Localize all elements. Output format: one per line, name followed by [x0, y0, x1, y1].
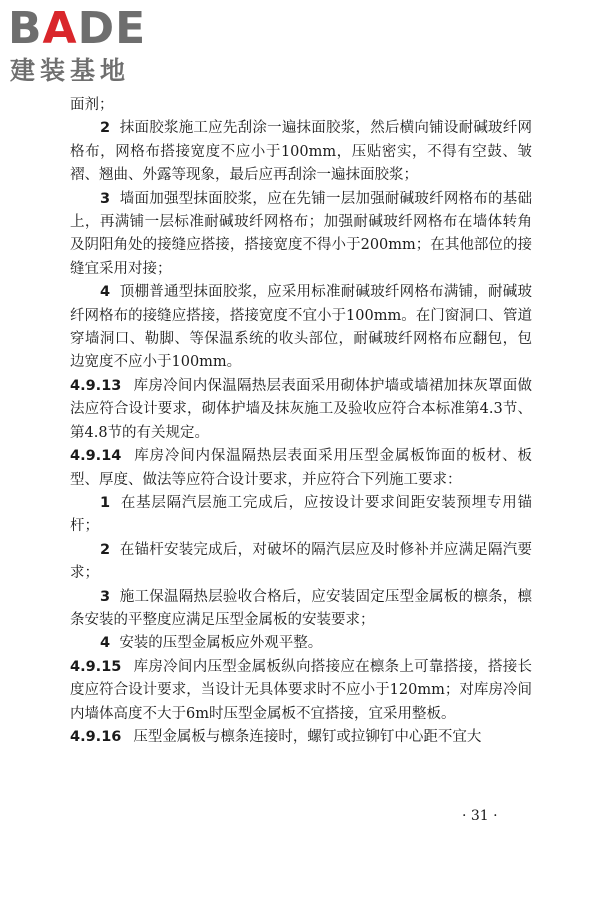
document-body: [70, 94, 532, 749]
section-number: 4.9.14: [70, 448, 122, 465]
bade-logo: [8, 3, 178, 88]
clause-number: 4: [100, 635, 111, 652]
clause-item: [70, 281, 532, 375]
clause-text: 在基层隔汽层施工完成后，应按设计要求间距安装预埋专用锚杆；: [70, 494, 532, 535]
section-text: 库房冷间内保温隔热层表面采用压型金属板饰面的板材、板型、厚度、做法等应符合设计要求，并应符合下列施工要求：: [70, 448, 532, 488]
clause-number: 3: [100, 190, 111, 207]
clause-number: 2: [100, 120, 111, 137]
section-item: [70, 726, 532, 749]
section-item: [70, 445, 532, 492]
clause-item: [70, 632, 532, 655]
clause-item: [70, 586, 532, 633]
clause-number: 1: [100, 494, 111, 511]
section-number: 4.9.16: [70, 728, 122, 745]
section-number: 4.9.15: [70, 658, 122, 675]
clause-text: 顶棚普通型抹面胶浆，应采用标准耐碱玻纤网格布满铺，耐碱玻纤网格布的接缝应搭接，搭接宽度不宜小于100mm。在门窗洞口、管道穿墙洞口、勒脚、等保温系统的收头部位，耐碱玻纤网格布应翻包，包边宽度不应小于100mm。: [70, 284, 533, 371]
section-item: [70, 656, 532, 726]
paragraph-continuation: [70, 94, 532, 117]
section-text: 压型金属板与檩条连接时，螺钉或拉铆钉中心距不宜大: [133, 728, 482, 745]
section-text: 库房冷间内压型金属板纵向搭接应在檩条上可靠搭接，搭接长度应符合设计要求，当设计无具体要求时不应小于120mm；对库房冷间内墙体高度不大于6m时压型金属板不宜搭接，宜采用整板。: [70, 658, 532, 722]
clause-item: [70, 539, 532, 586]
paragraph-text: 面剂；: [70, 97, 114, 113]
logo-subtitle: 建装基地: [10, 56, 131, 85]
clause-text: 在锚杆安装完成后，对破坏的隔汽层应及时修补并应满足隔汽要求；: [70, 541, 533, 582]
logo-wordmark: [8, 3, 147, 54]
clause-number: 4: [100, 284, 111, 301]
clause-item: [70, 492, 532, 539]
clause-text: 安装的压型金属板应外观平整。: [119, 635, 323, 652]
section-text: 库房冷间内保温隔热层表面采用砌体护墙或墙裙加抹灰罩面做法应符合设计要求，砌体护墙及抹灰施工及验收应符合本标准第4.3节、第4.8节的有关规定。: [70, 377, 532, 441]
clause-number: 3: [100, 588, 111, 605]
page-number: · 31 ·: [462, 808, 498, 824]
clause-item: [70, 188, 532, 282]
clause-item: [70, 117, 532, 187]
logo-wordmark-text: BADE: [8, 3, 147, 54]
section-item: [70, 375, 532, 445]
clause-number: 2: [100, 541, 111, 558]
clause-text: 抹面胶浆施工应先刮涂一遍抹面胶浆，然后横向铺设耐碱玻纤网格布，网格布搭接宽度不应小于100mm，压贴密实，不得有空鼓、皱褶、翘曲、外露等现象，最后应再刮涂一遍抹面胶浆；: [70, 120, 533, 184]
clause-text: 墙面加强型抹面胶浆，应在先铺一层加强耐碱玻纤网格布的基础上，再满铺一层标准耐碱玻纤网格布；加强耐碱玻纤网格布在墙体转角及阴阳角处的接缝应搭接，搭接宽度不得小于200mm；在其他部位的接缝宜采用对接；: [70, 190, 533, 277]
clause-text: 施工保温隔热层验收合格后，应安装固定压型金属板的檩条，檩条安装的平整度应满足压型金属板的安装要求；: [70, 588, 533, 628]
section-number: 4.9.13: [70, 377, 122, 394]
